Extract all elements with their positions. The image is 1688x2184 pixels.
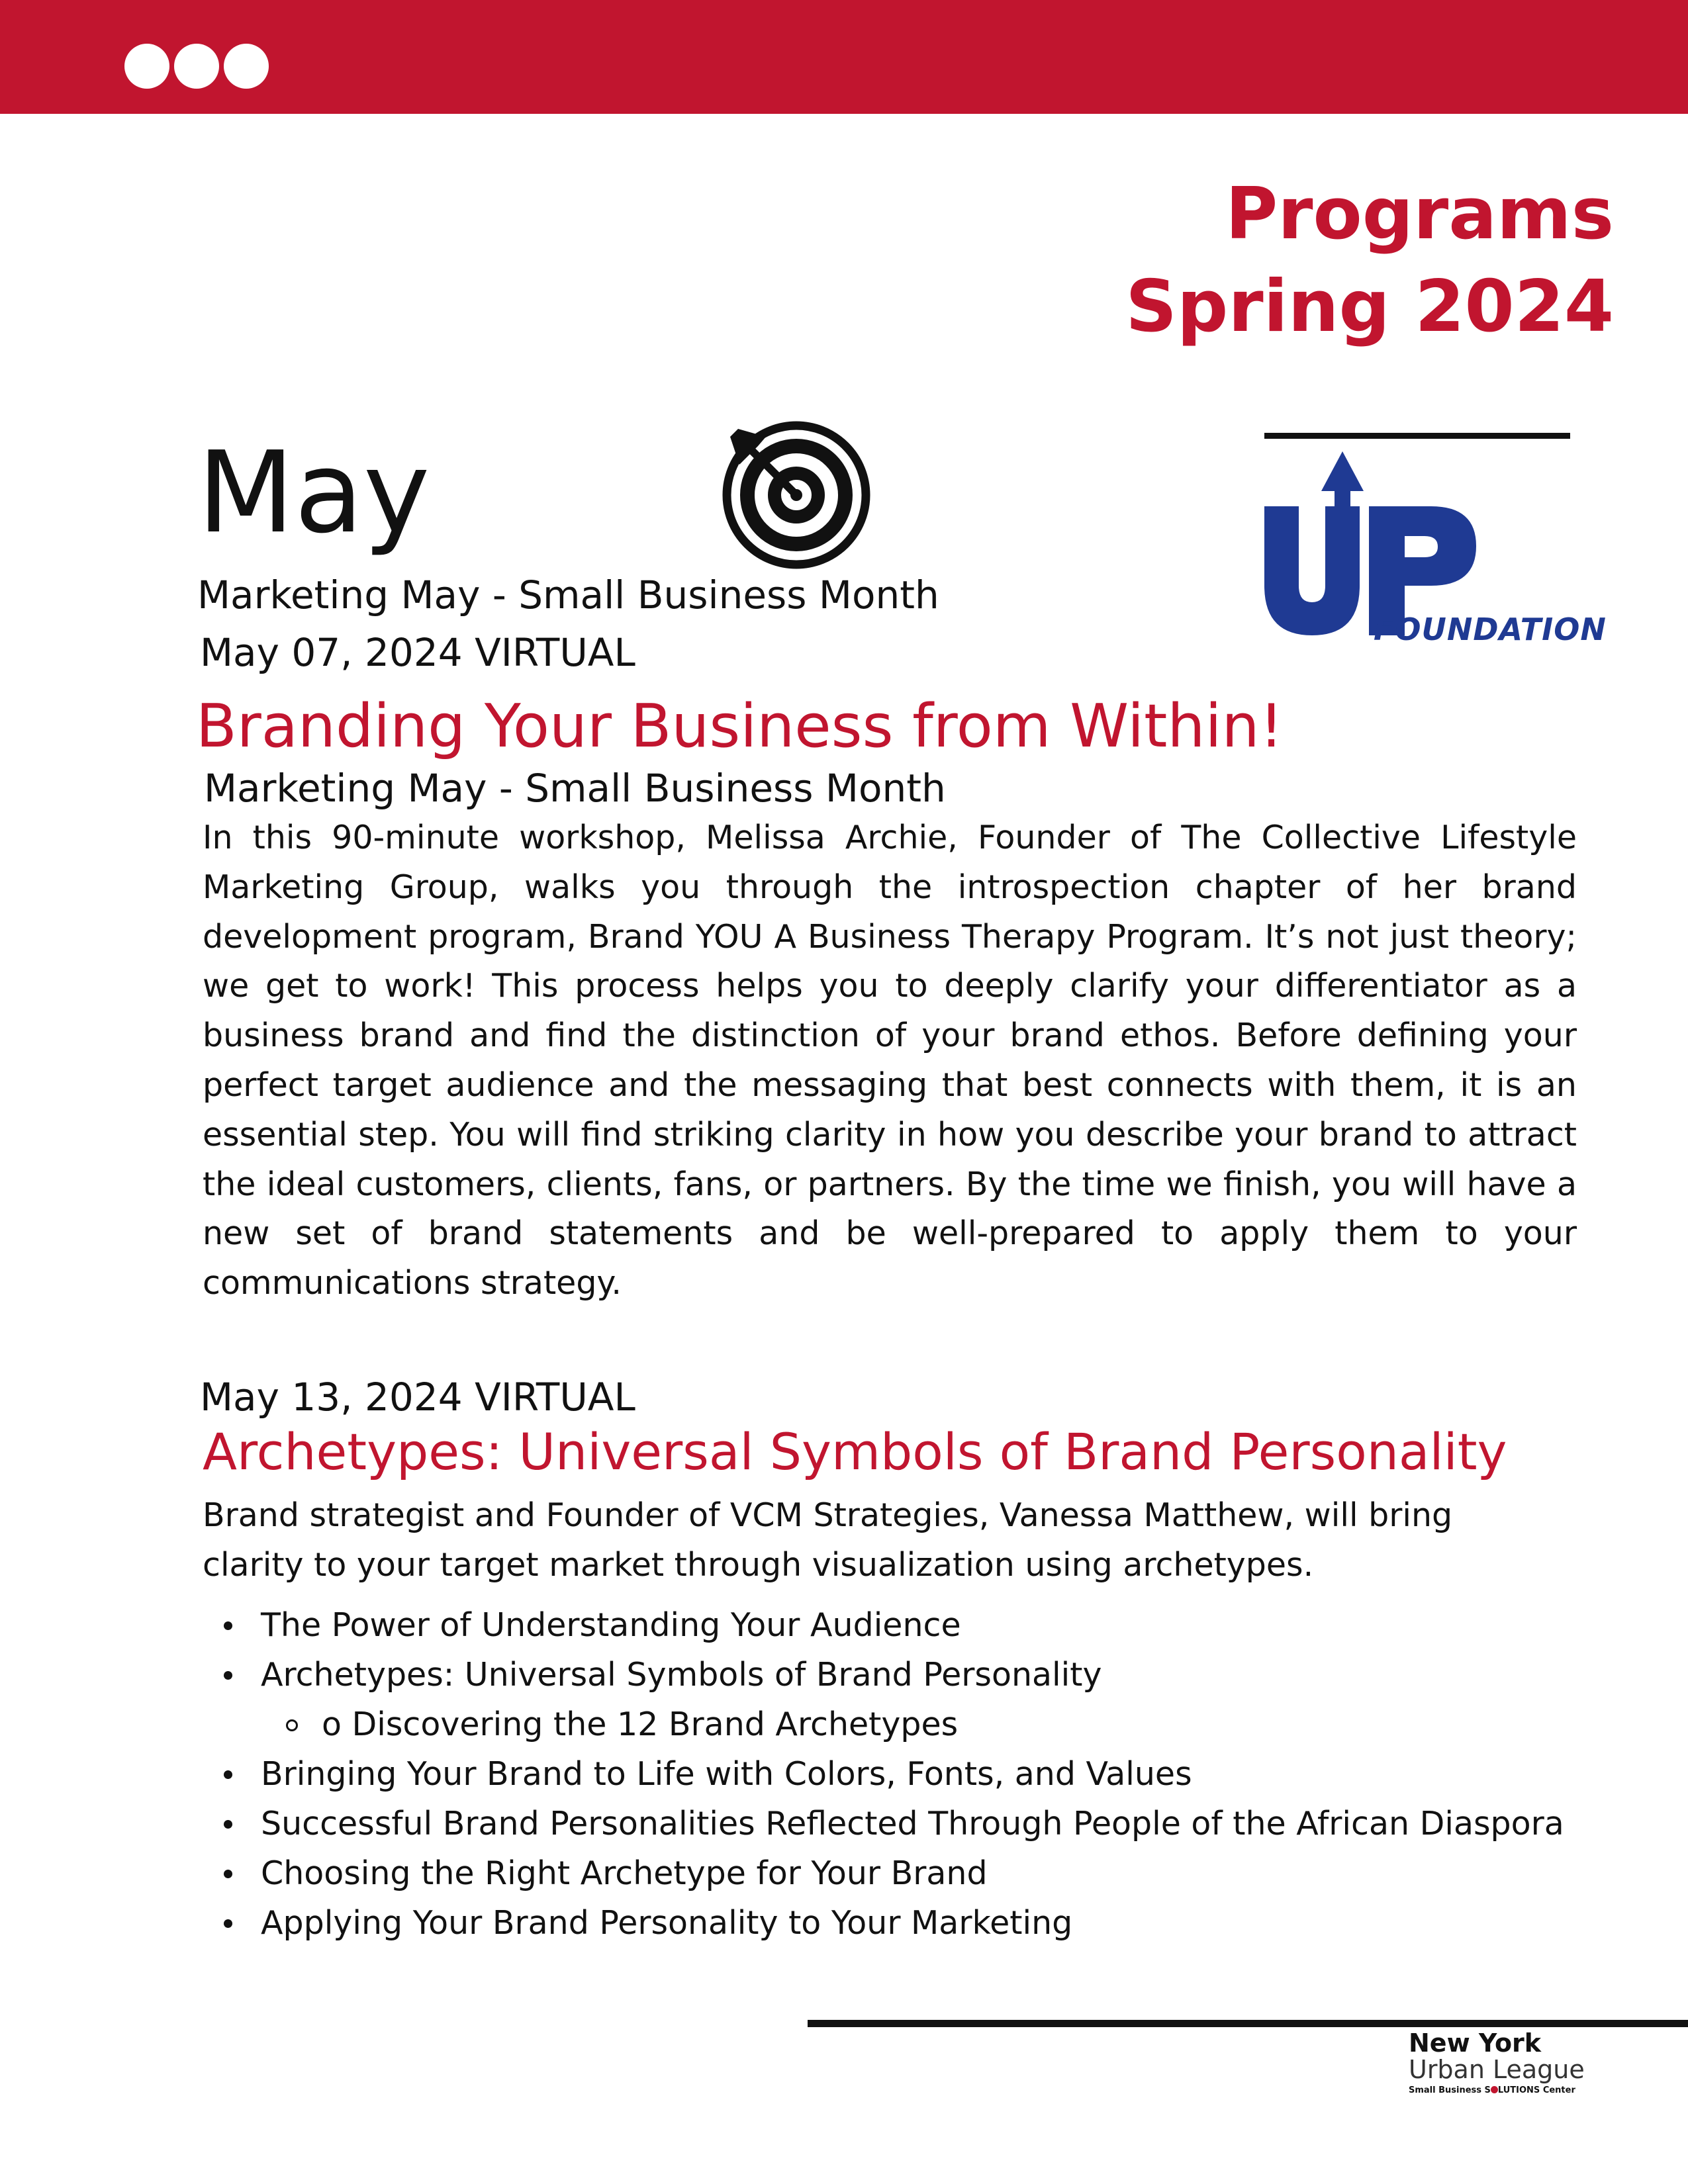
list-item: Successful Brand Personalities Reflected Through People of the African Diaspora [203, 1799, 1577, 1848]
footer-org-line3-end: LUTIONS Center [1497, 2085, 1575, 2095]
target-icon [718, 417, 870, 569]
list-item: The Power of Understanding Your Audience [203, 1600, 1577, 1650]
month-heading: May [197, 428, 430, 559]
page-title-season: Spring 2024 [1125, 265, 1614, 348]
event2-title: Archetypes: Universal Symbols of Brand Personality [203, 1422, 1507, 1481]
footer-org-line3-start: Small Business S [1409, 2085, 1491, 2095]
list-item: Applying Your Brand Personality to Your Marketing [203, 1898, 1577, 1948]
list-item: Archetypes: Universal Symbols of Brand Personality [203, 1650, 1577, 1700]
event1-date: May 07, 2024 VIRTUAL [200, 630, 635, 675]
dot-icon [124, 44, 169, 89]
list-item: Choosing the Right Archetype for Your Brand [203, 1848, 1577, 1898]
footer-org-line2: Urban League [1409, 2055, 1585, 2084]
page-title-programs: Programs [1225, 173, 1614, 255]
list-item: Bringing Your Brand to Life with Colors, Fonts, and Values [203, 1749, 1577, 1799]
month-subtitle: Marketing May - Small Business Month [197, 572, 939, 617]
event2-description-line1: Brand strategist and Founder of VCM Strategies, Vanessa Matthew, will bring [203, 1496, 1453, 1534]
list-item-sub: o Discovering the 12 Brand Archetypes [203, 1700, 1577, 1749]
event1-title: Branding Your Business from Within! [196, 692, 1284, 761]
footer-org-line1: New York [1409, 2028, 1542, 2058]
top-banner [0, 0, 1688, 114]
event2-date: May 13, 2024 VIRTUAL [200, 1375, 635, 1420]
dot-icon [174, 44, 219, 89]
footer-org-line3 [1409, 2086, 1575, 2095]
event1-subtitle: Marketing May - Small Business Month [204, 766, 946, 811]
logo-rule [1264, 433, 1570, 439]
event2-topic-list [203, 1600, 1577, 1948]
solutions-o-icon [1491, 2086, 1498, 2093]
event1-description: In this 90-minute workshop, Melissa Archie, Founder of The Collective Lifestyle Marketing Group, walks you through the introspection chapter of her brand development program, Brand YOU A Business Therapy Program. It’s not just theory; we get to work! This process helps you to deeply clarify your differentiator as a business brand and find the distinction of your brand ethos. Before defining your perfect target audience and the messaging that best connects with them, it is an essential step. You will find striking clarity in how you describe your brand to attract the ideal customers, clients, fans, or partners. By the time we finish, you will have a new set of brand statements and be well-prepared to apply them to your communications strategy. [203, 819, 1577, 1302]
logo-word: FOUNDATION [1374, 612, 1607, 647]
event2-description-line2: clarity to your target market through visualization using archetypes. [203, 1546, 1314, 1584]
footer-rule [808, 2020, 1688, 2027]
dot-icon [224, 44, 269, 89]
